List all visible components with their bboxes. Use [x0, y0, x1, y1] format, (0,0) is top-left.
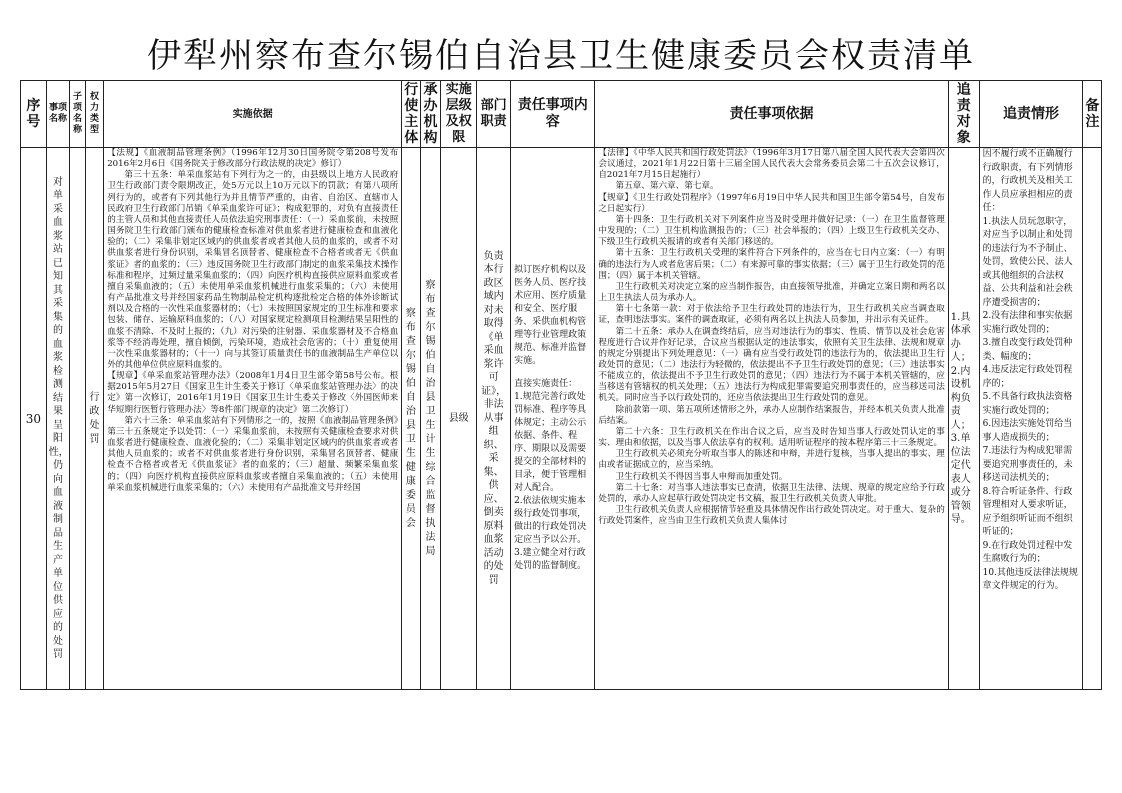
cell-basis — [104, 148, 402, 690]
duty-item: 3.建立健全对行政处罚的监督制度。 — [514, 548, 587, 571]
header-handler: 承办机构 — [420, 81, 441, 148]
duty-basis-paragraph: 第十五条：卫生行政机关受理的案件符合下列条件的，应当在七日内立案：（一）有明确的违法行为人或者危害后果；（二）有来源可靠的事实依据；（三）属于卫生行政处罚的范围；（四）属于本机关管辖。 — [598, 248, 945, 281]
level-text: 县级 — [448, 412, 469, 424]
cell-pursue — [979, 148, 1083, 690]
liable-text: 1.具体承办人；2.内设机构负责人；3.单位法定代表人或分管领导。 — [950, 311, 971, 525]
duty-basis-paragraph: 第十七条第一款：对于依法给予卫生行政处罚的违法行为，卫生行政机关应当调查取证，查明违法事实。案件的调查取证，必须有两名以上执法人员参加，并出示有关证件。 — [598, 304, 945, 326]
cell-sub-item — [70, 148, 85, 690]
header-seq: 序号 — [21, 81, 47, 148]
basis-paragraph: 【规章】《单采血浆站管理办法》（2008年1月4日卫生部令第58号公布。根据2015年5月27日《国家卫生计生委关于修订〈单采血浆站管理办法〉的决定》第一次修订，2016年1月19日《国家卫生计生委关于修改〈外国医师来华短期行医暂行管理办法〉等8件部门规章的决定》第二次修订） — [107, 371, 399, 415]
pursue-item: 6.因违法实施处罚给当事人造成损失的； — [982, 419, 1073, 443]
header-duty-content: 责任事项内容 — [511, 81, 595, 148]
duty-basis-paragraph: 卫生行政机关负责人应根据情节轻重及具体情况作出行政处罚决定。对于重大、复杂的行政处罚案件，应当由卫生行政机关负责人集体讨 — [598, 505, 945, 527]
header-basis: 实施依据 — [104, 81, 402, 148]
header-item-name: 事项名称 — [46, 81, 70, 148]
basis-paragraph: 第六十三条：单采血浆站有下列情形之一的，按照《血液制品管理条例》第三十五条规定予以处罚：（一）采集血浆前，未按照有关健康检查要求对供血浆者进行健康检查、血液化验的；（二）采集非划定区域内的供血浆者或者其他人员血浆的；或者不对供血浆者进行身份识别，采集冒名顶替者、健康检查不合格者或者无《供血浆证》者的血浆的；（三）超量、频繁采集血浆的；（四）向医疗机构直接供应原料血浆或者擅自采集血液的；（五）未使用单采血浆机械进行血浆采集的；（六）未使用有产品批准文号并经国 — [107, 415, 399, 493]
cell-duty-content — [511, 148, 595, 690]
cell-level — [441, 148, 477, 690]
cell-power-type — [85, 148, 103, 690]
duty-basis-paragraph: 【法律】《中华人民共和国行政处罚法》（1996年3月17日第八届全国人民代表大会第四次会议通过，2021年1月22日第十三届全国人民代表大会常务委员会第二十五次会议修订，自2021年7月15日起施行） — [598, 148, 945, 181]
pursue-item: 4.违反法定行政处罚程序的； — [982, 365, 1073, 389]
duty-item: 直接实施责任： — [514, 379, 578, 389]
header-sub-item: 子项名称 — [70, 81, 85, 148]
duty-basis-paragraph: 第二十七条：对当事人违法事实已查清，依据卫生法律、法规、规章的规定应给予行政处罚的，承办人应起草行政处罚决定书文稿，报卫生行政机关负责人审批。 — [598, 482, 945, 504]
duty-basis-paragraph: 第二十六条：卫生行政机关在作出合议之后，应当及时告知当事人行政处罚认定的事实、理由和依据，以及当事人依法享有的权利。适用听证程序的按本程序第三十三条规定。 — [598, 426, 945, 449]
power-type-text: 行政处罚 — [89, 391, 100, 445]
header-power-type: 权力类型 — [85, 81, 103, 148]
duty-basis-paragraph: 第十四条：卫生行政机关对下列案件应当及时受理并做好记录：（一）在卫生监督管理中发现的；（二）卫生机构监测报告的；（三）社会举报的；（四）上级卫生行政机关交办、下级卫生行政机关报请的或者有关部门移送的。 — [598, 214, 945, 248]
power-responsibility-table — [20, 80, 1102, 690]
actor-text: 察布查尔锡伯自治县卫生健康委员会 — [405, 307, 416, 529]
pursue-item: 7.违法行为构成犯罪需要追究刑事责任的，未移送司法机关的； — [982, 446, 1073, 483]
duty-basis-paragraph: 第五章、第六章、第七章。 — [615, 181, 719, 192]
cell-dept — [477, 148, 511, 690]
header-dept: 部门职责 — [477, 81, 511, 148]
header-liable: 追责对象 — [948, 81, 979, 148]
duty-item: 1.规范完善行政处罚标准、程序等具体规定；主动公示依据、条件、程序、期限以及需要提交的全部材料的目录，便于管理相对人配合。 — [514, 392, 587, 493]
duty-basis-paragraph: 除前款第一项、第五项所述情形之外，承办人应制作结案报告，并经本机关负责人批准后结案。 — [598, 404, 945, 426]
duty-item: 2.依法依规实施本级行政处罚事项，做出的行政处罚决定应当予以公开。 — [514, 496, 587, 545]
pursue-item: 5.不具备行政执法资格实施行政处罚的； — [982, 392, 1073, 416]
dept-duty-text: 拟订医疗机构以及医务人员、医疗技术应用、医疗质量和安全、医疗服务、采供血机构管理等行业管理政策规范、标准并监督实施。 — [514, 265, 587, 366]
cell-remark — [1083, 148, 1102, 690]
pursue-item: 1.执法人员玩忽职守，对应当予以制止和处罚的违法行为不予制止、处罚，致使公民、法人或其他组织的合法权益、公共利益和社会秩序遭受损害的； — [982, 216, 1073, 308]
pursue-item: 2.没有法律和事实依据实施行政处罚的； — [982, 311, 1073, 335]
pursue-text — [980, 148, 1083, 594]
duty-basis-paragraph: 卫生行政机关不得因当事人申辩而加重处罚。 — [615, 471, 788, 482]
header-duty-basis: 责任事项依据 — [595, 81, 948, 148]
pursue-item: 3.擅自改变行政处罚种类、幅度的； — [982, 338, 1073, 362]
duty-basis-paragraph: 卫生行政机关对决定立案的应当制作报告，由直接领导批准，并确定立案日期和两名以上卫生执法人员为承办人。 — [598, 281, 945, 304]
basis-paragraph: 第三十五条：单采血浆站有下列行为之一的，由县级以上地方人民政府卫生行政部门责令限期改正，处5万元以上10万元以下的罚款；有第八项所列行为的，或者有下列其他行为并且情节严重的，由省、自治区、直辖市人民政府卫生行政部门吊销《单采血浆许可证》；构成犯罪的，对负有直接责任的主管人员和其他直接责任人员依法追究刑事责任：（一）采血浆前，未按照国务院卫生行政部门颁布的健康检查标准对供血浆者进行健康检查和血液化验的；（二）采集非划定区域内的供血浆者或者其他人员的血浆的，或者不对供血浆者进行身份识别，采集冒名顶替者、健康检查不合格者或者无《供血浆证》者的血浆的；（三）违反国务院卫生行政部门制定的血浆采集技术操作标准和程序，过频过量采集血浆的；（四）向医疗机构直接供应原料血浆或者擅自采集血液的；（五）未使用单采血浆机械进行血浆采集的；（六）未使用有产品批准文号并经国家药品生物制品检定机构逐批检定合格的体外诊断试剂以及合格的一次性采血浆器材的；（七）未按照国家规定的卫生标准和要求包装、储存、运输原料血浆的；（八）对国家规定检测项目检测结果呈阳性的血浆不清除、不及时上报的；（九）对污染的注射器、采血浆器材及不合格血浆等不经消毒处理，擅自倾倒，污染环境，造成社会危害的；（十）重复使用一次性采血浆器材的；（十一）向与其签订质量责任书的血液制品生产单位以外的其他单位供应原料血浆的。 — [107, 170, 399, 370]
pursue-item: 8.符合听证条件、行政管理相对人要求听证，应予组织听证而不组织听证的； — [982, 486, 1073, 537]
duty-basis-paragraph: 【规章】《卫生行政处罚程序》（1997年6月19日中华人民共和国卫生部令第54号，自发布之日起实行） — [598, 192, 945, 214]
header-pursue: 追责情形 — [979, 81, 1083, 148]
duty-basis-text — [595, 148, 947, 527]
cell-duty-basis — [595, 148, 948, 690]
handler-text: 察布查尔锡伯自治县卫生计生综合监督执法局 — [425, 279, 436, 557]
cell-item-name — [46, 148, 70, 690]
item-name-text: 对单采血浆站已知其采集的血浆检测结果呈阳性，仍向血液制品生产单位供应的处罚 — [48, 176, 69, 660]
header-level: 实施层级及权限 — [441, 81, 477, 148]
duty-basis-paragraph: 卫生行政机关必须充分听取当事人的陈述和申辩，并进行复核，当事人提出的事实、理由或者证据成立的，应当采纳。 — [598, 449, 945, 471]
header-row — [21, 81, 1102, 148]
dept-text: 负责本行政区域内对未取得《单采血浆许可证》，非法从事组织、采集、供应、倒卖原料血浆活动的处罚 — [481, 250, 507, 586]
table-row — [21, 148, 1102, 690]
cell-liable — [948, 148, 979, 690]
page-title: 伊犁州察布查尔锡伯自治县卫生健康委员会权责清单 — [147, 36, 975, 76]
pursue-item: 因不履行或不正确履行行政职责，有下列情形的，行政机关及相关工作人员应承担相应的责任： — [982, 149, 1073, 213]
duty-basis-paragraph: 第二十五条：承办人在调查终结后，应当对违法行为的事实、性质、情节以及社会危害程度进行合议并作好记录，合议应当根据认定的违法事实，依照有关卫生法律、法规和规章的规定分别提出下列处理意见：（一）确有应当受行政处罚的违法行为的，依法提出卫生行政处罚的意见；（二）违法行为轻微的，依法提出不予卫生行政处罚的意见；（三）违法事实不能成立的，依法提出不予卫生行政处罚的意见；（四）违法行为不属于本机关管辖的，应当移送有管辖权的机关处理；（五）违法行为构成犯罪需要追究刑事责任的，应当移送司法机关。同时应当予以行政处罚的，还应当依法提出卫生行政处罚的意见。 — [598, 326, 945, 404]
cell-actor — [402, 148, 420, 690]
basis-text — [104, 148, 401, 494]
header-remark: 备注 — [1083, 81, 1102, 148]
basis-paragraph: 【法规】《血液制品管理条例》（1996年12月30日国务院令第208号发布 2016年2月6日《国务院关于修改部分行政法规的决定》修订） — [107, 148, 399, 170]
cell-seq: 30 — [21, 148, 47, 690]
duty-content-text — [511, 264, 594, 573]
pursue-item: 9.在行政处罚过程中发生腐败行为的； — [982, 540, 1073, 564]
cell-handler — [420, 148, 441, 690]
pursue-item: 10.其他违反法律法规规章文件规定的行为。 — [982, 567, 1078, 591]
header-actor: 行使主体 — [402, 81, 420, 148]
